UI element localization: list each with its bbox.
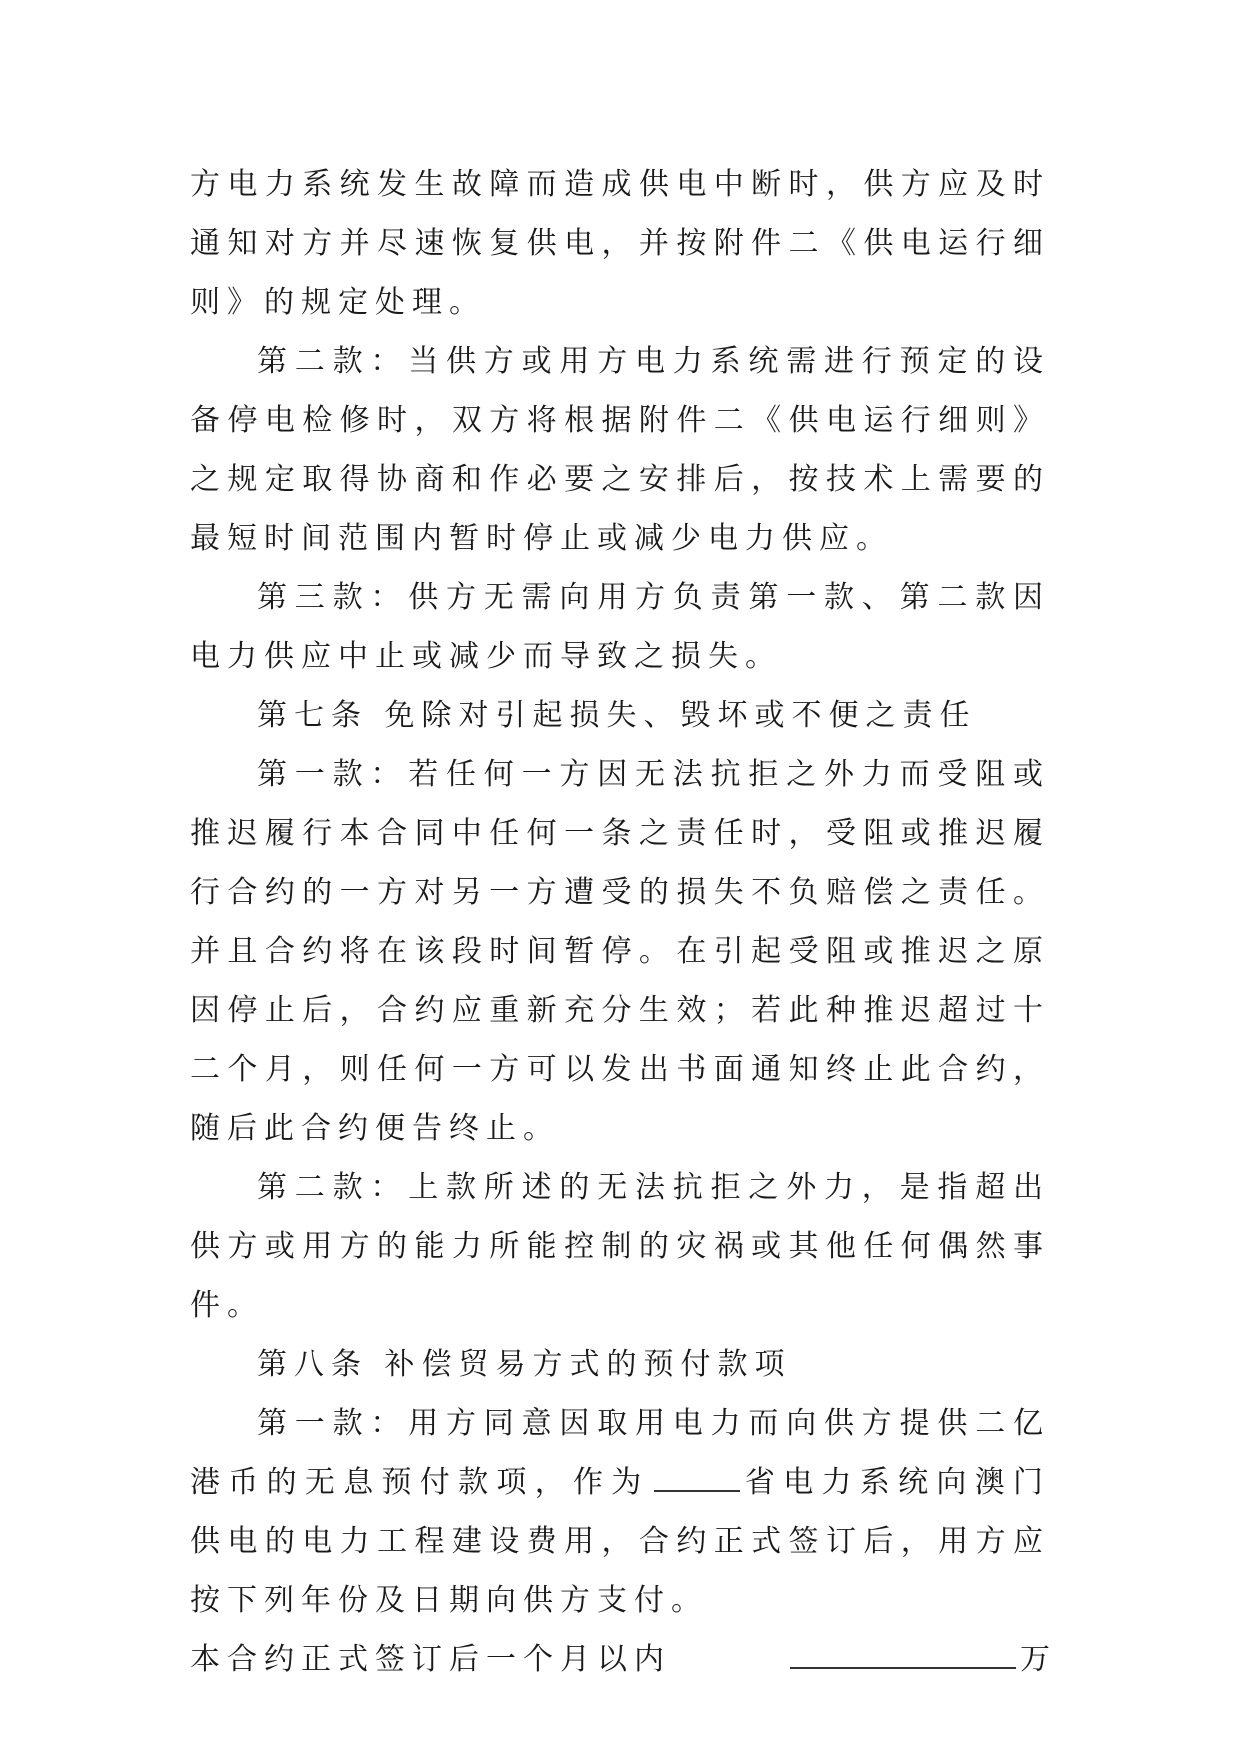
payment-schedule-row (190, 1630, 1050, 1689)
paragraph-clause-6-3: 第三款：供方无需向用方负责第一款、第二款因电力供应中止或减少而导致之损失。 (190, 580, 1050, 674)
heading-article-7: 第七条 免除对引起损失、毁坏或不便之责任 (257, 698, 977, 733)
amount-blank-line (790, 1641, 1016, 1669)
paragraph-clause-6-2: 第二款：当供方或用方电力系统需进行预定的设备停电检修时，双方将根据附件二《供电运行细则》之规定取得协商和作必要之安排后，按技术上需要的最短时间范围内暂时停止或减少电力供应。 (190, 344, 1050, 556)
heading-article-8: 第八条 补偿贸易方式的预付款项 (257, 1347, 792, 1382)
paragraph-clause-7-1: 第一款：若任何一方因无法抗拒之外力而受阻或推迟履行本合同中任何一条之责任时，受阻或推迟履行合约的一方对另一方遭受的损失不负赔偿之责任。并且合约将在该段时间暂停。在引起受阻或推迟之原因停止后，合约应重新充分生效；若此种推迟超过十二个月，则任何一方可以发出书面通知终止此合约，随后此合约便告终止。 (190, 757, 1050, 1146)
payment-unit: 万 (1020, 1642, 1050, 1677)
clause-8-1-text-before: 第一款：用方同意因取用电力而向供方提供二亿港币的无息预付款项，作为 (190, 1406, 1050, 1500)
paragraph-clause-7-2: 第二款：上款所述的无法抗拒之外力，是指超出供方或用方的能力所能控制的灾祸或其他任何偶然事件。 (190, 1170, 1050, 1323)
payment-row-label: 本合约正式签订后一个月以内 (190, 1642, 671, 1677)
paragraph-clause-8-1 (190, 1394, 1050, 1630)
paragraph-continuation: 方电力系统发生故障而造成供电中断时，供方应及时通知对方并尽速恢复供电，并按附件二《供电运行细则》的规定处理。 (190, 167, 1050, 320)
province-blank-line (654, 1464, 740, 1492)
document-body (190, 155, 1050, 1689)
payment-amount (786, 1630, 1050, 1689)
clause-8-1-text-after: 省电力系统向澳门供电的电力工程建设费用，合约正式签订后，用方应按下列年份及日期向供方支付。 (190, 1465, 1051, 1618)
